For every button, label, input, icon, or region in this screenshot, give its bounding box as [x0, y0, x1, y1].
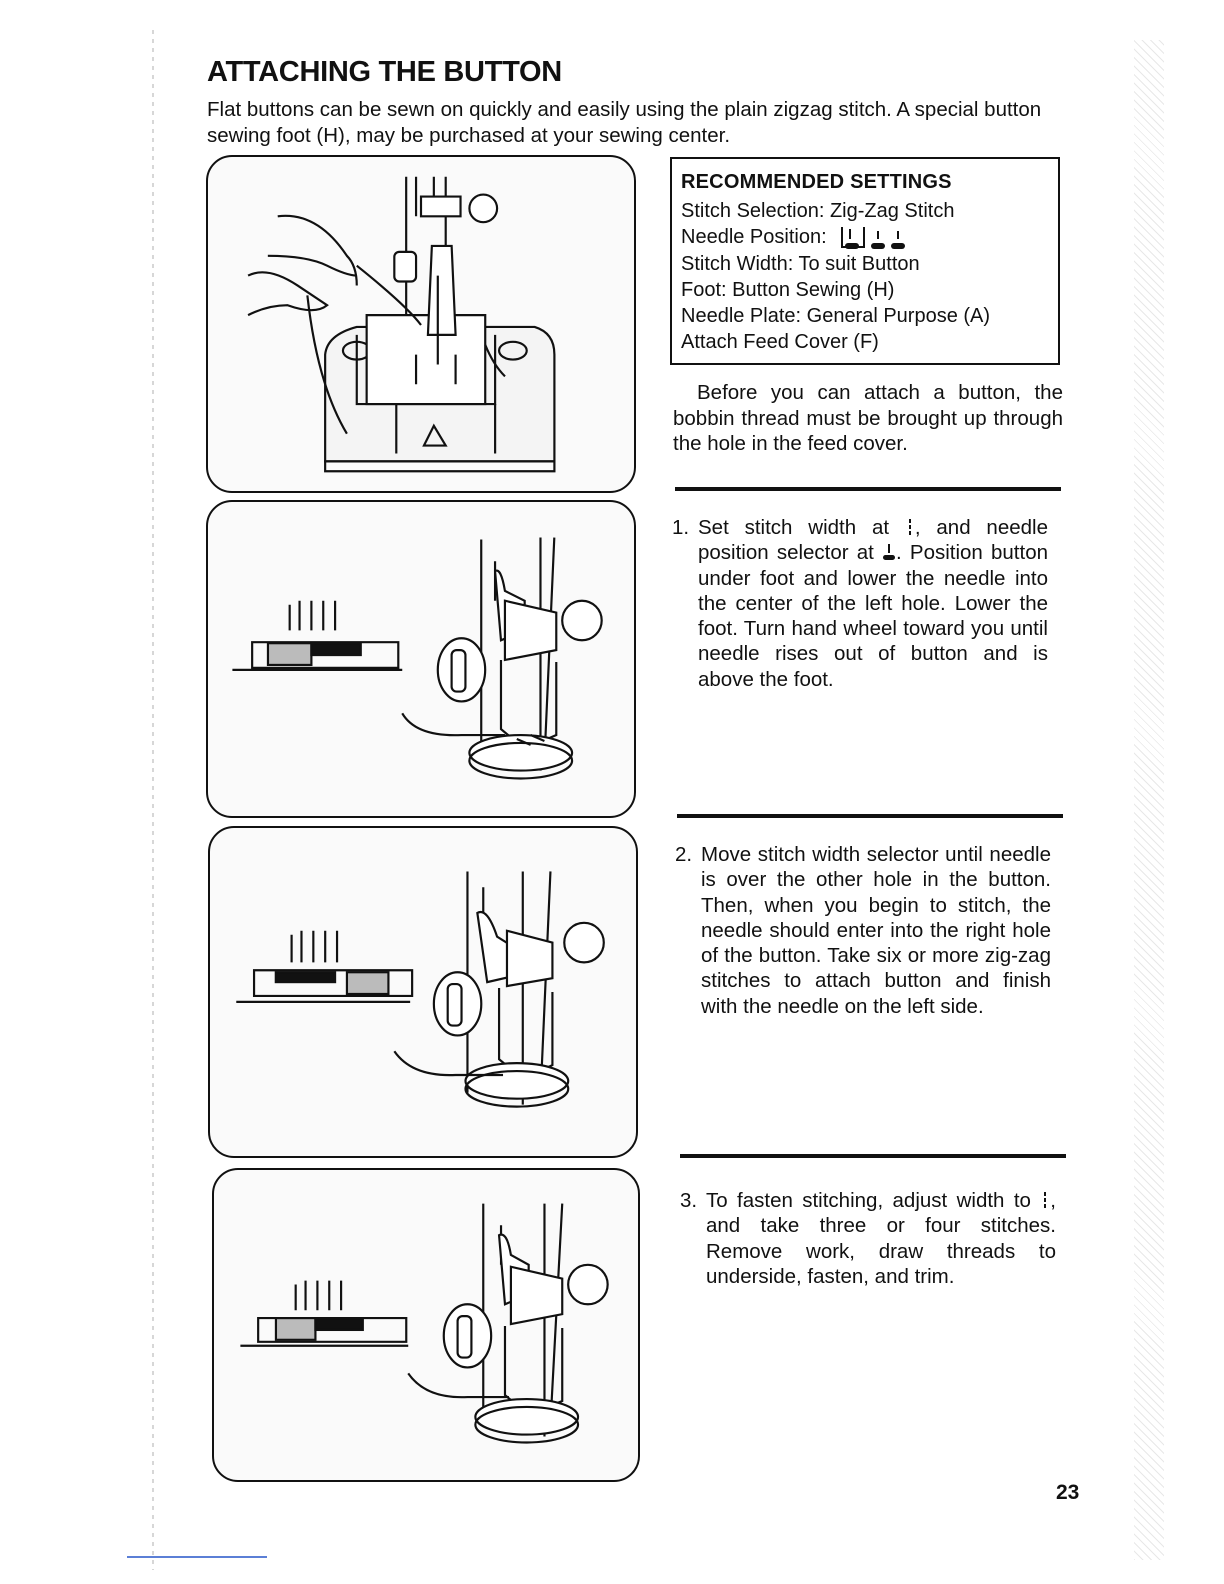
step-text — [698, 515, 1048, 692]
step-text-part: Set stitch width at — [698, 516, 890, 539]
step-3 — [680, 1188, 1056, 1289]
divider — [680, 1154, 1066, 1158]
stitch-width-icon — [1040, 1191, 1050, 1209]
intro-paragraph: Flat buttons can be sewn on quickly and easily using the plain zigzag stitch. A special button sewing foot (H), may be purchased at your sewing center. — [207, 98, 1042, 147]
recommended-settings-box — [670, 157, 1060, 365]
setting-stitch-width: Stitch Width: To suit Button — [681, 252, 920, 275]
before-paragraph: Before you can attach a button, the bobbin thread must be brought up through the hole in the feed cover. — [673, 381, 1063, 455]
stitch-width-icon — [905, 518, 915, 536]
footer-mark — [127, 1556, 267, 1558]
page-title: ATTACHING THE BUTTON — [207, 56, 562, 88]
step-text: Move stitch width selector until needle is over the other hole in the button. Then, when you begin to stitch, the needle should enter into the right hole of the button. Take six or more zig-zag stitches to attach button and finish with the needle on the left side. — [701, 843, 1051, 1018]
step-text-part: , and take three or four stitches. Remove work, draw threads to underside, fasten, and trim. — [706, 1189, 1056, 1288]
illustration-step-2 — [208, 826, 638, 1158]
scan-edge — [1134, 40, 1164, 1560]
divider — [677, 814, 1063, 818]
step-1 — [672, 515, 1048, 692]
setting-needle-plate: Needle Plate: General Purpose (A) — [681, 304, 991, 327]
step-number: 2. — [675, 843, 693, 866]
button-foot-illustration — [208, 502, 634, 816]
step-text — [706, 1188, 1056, 1289]
step-text-part: . Position button under foot and lower the needle into the center of the left hole. Lower the foot. Turn hand wheel toward you until needle rises out of button and is above the foot. — [698, 541, 1048, 691]
step-text-part: , and needle position selector at — [698, 516, 1048, 565]
setting-feed-cover: Attach Feed Cover (F) — [681, 330, 879, 353]
needle-position-icon — [838, 225, 906, 251]
page-edge — [152, 30, 154, 1570]
step-text-part: To fasten stitching, adjust width to — [706, 1189, 1031, 1212]
illustration-step-3 — [212, 1168, 640, 1482]
button-foot-illustration — [214, 1170, 638, 1480]
setting-foot: Foot: Button Sewing (H) — [681, 278, 895, 301]
divider — [675, 487, 1061, 491]
illustration-threading-feed-cover — [206, 155, 636, 493]
setting-stitch-selection: Stitch Selection: Zig-Zag Stitch — [681, 200, 955, 222]
page-number: 23 — [1056, 1481, 1080, 1504]
needle-position-label: Needle Position: — [681, 226, 827, 248]
button-foot-illustration — [210, 828, 636, 1156]
step-number: 1. — [672, 516, 690, 539]
step-2 — [675, 842, 1051, 1019]
illustration-step-1 — [206, 500, 636, 818]
sewing-machine-illustration — [208, 157, 634, 491]
setting-needle-position — [681, 224, 1058, 251]
step-number: 3. — [680, 1189, 698, 1212]
settings-title: RECOMMENDED SETTINGS — [681, 171, 952, 193]
needle-position-icon — [882, 543, 896, 561]
